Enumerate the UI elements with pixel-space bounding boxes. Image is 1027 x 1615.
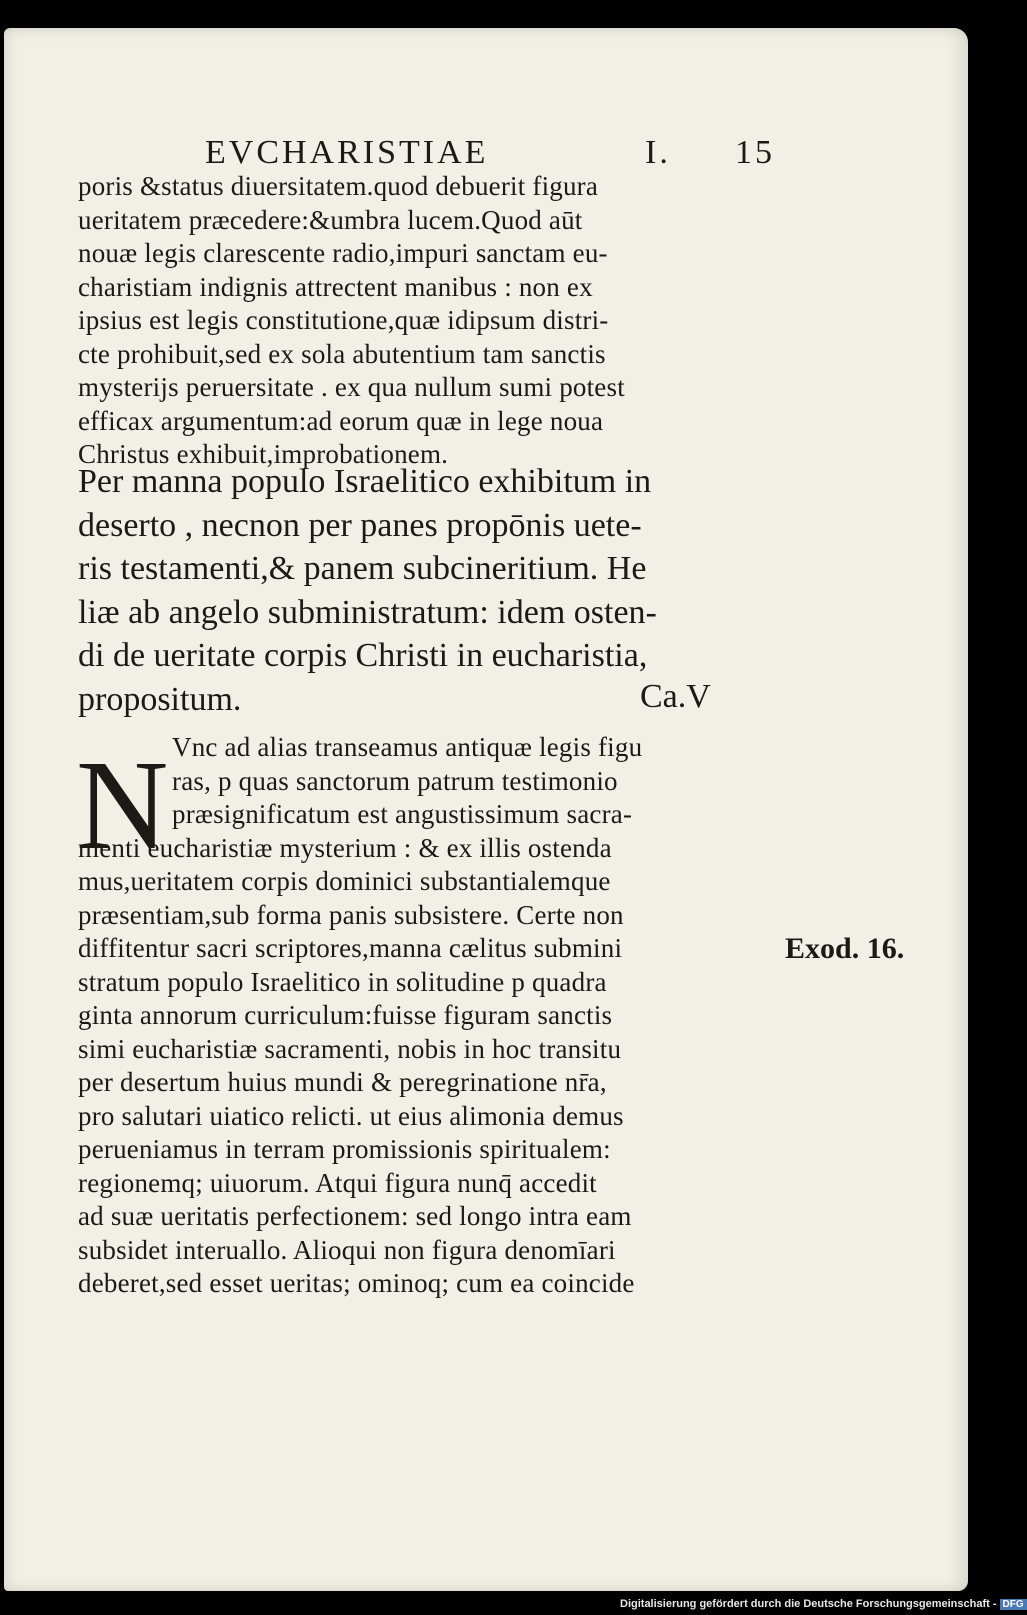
text-line: di de ueritate corpis Christi in eucharistia, — [78, 637, 648, 674]
text-line: diffitentur sacri scriptores,manna cælitus submini — [78, 933, 623, 963]
text-line: menti eucharistiæ mysterium : & ex illis ostenda — [78, 832, 612, 863]
text-line: liæ ab angelo subministratum: idem osten- — [78, 593, 657, 631]
text-line: mus,ueritatem corpis dominici substantialemque — [78, 866, 611, 896]
text-line: charistiam indignis attrectent manibus : non ex — [78, 271, 593, 302]
text-line: præsentiam,sub forma panis subsistere. Certe non — [78, 899, 624, 930]
text-line: Christus exhibuit,improbationem. — [78, 439, 449, 469]
text-line: Vnc ad alias transeamus antiquæ legis figu — [172, 732, 643, 762]
text-line: cte prohibuit,sed ex sola abutentium tam sanctis — [78, 338, 606, 369]
page-number: 15 — [735, 134, 775, 171]
running-header — [205, 134, 775, 172]
text-line: propositum. — [78, 680, 242, 718]
drop-capital: N — [76, 734, 169, 876]
text-line: ad suæ ueritatis perfectionem: sed longo intra eam — [78, 1201, 632, 1231]
text-line: subsidet interuallo. Alioqui non figura denomīari — [78, 1234, 616, 1265]
text-line: perueniamus in terram promissionis spiritualem: — [78, 1134, 611, 1164]
marginal-note: Exod. 16. — [785, 932, 905, 965]
text-line: ras, p quas sanctorum patrum testimonio — [172, 765, 618, 796]
text-line: pro salutari uiatico relicti. ut eius alimonia demus — [78, 1100, 624, 1131]
text-line: regionemq; uiuorum. Atqui figura nunq̄ accedit — [78, 1167, 597, 1198]
text-line: per desertum huius mundi & peregrinatione nr̄a, — [78, 1067, 607, 1097]
text-line: deserto , necnon per panes propōnis uete- — [78, 506, 642, 544]
text-line: stratum populo Israelitico in solitudine p quadra — [78, 966, 607, 997]
text-line: ipsius est legis constitutione,quæ idipsum distri- — [78, 305, 609, 335]
chapter-label: Ca.V — [640, 677, 711, 715]
text-line: simi eucharistiæ sacramenti, nobis in hoc transitu — [78, 1033, 622, 1064]
text-line: poris &status diuersitatem.quod debuerit figura — [78, 171, 599, 201]
text-line: ris testamenti,& panem subcineritium. He — [78, 550, 647, 587]
header-book-number: I. — [645, 134, 671, 171]
text-line: efficax argumentum:ad eorum quæ in lege noua — [78, 405, 604, 436]
dfg-logo: DFG — [1000, 1599, 1027, 1610]
header-title: EVCHARISTIAE — [205, 134, 489, 171]
text-line: mysterijs peruersitate . ex qua nullum sumi potest — [78, 372, 625, 402]
text-line: nouæ legis clarescente radio,impuri sanctam eu- — [78, 238, 608, 268]
digitization-footer — [620, 1598, 1027, 1610]
text-line: Per manna populo Israelitico exhibitum in — [78, 463, 652, 500]
text-line: ueritatem præcedere:&umbra lucem.Quod aūt — [78, 204, 583, 235]
footer-text: Digitalisierung gefördert durch die Deutsche Forschungsgemeinschaft - — [620, 1598, 997, 1610]
text-line: præsignificatum est angustissimum sacra- — [172, 799, 633, 829]
text-line: ginta annorum curriculum:fuisse figuram sanctis — [78, 1000, 613, 1030]
text-line: deberet,sed esset ueritas; ominoq; cum ea coincide — [78, 1268, 635, 1298]
